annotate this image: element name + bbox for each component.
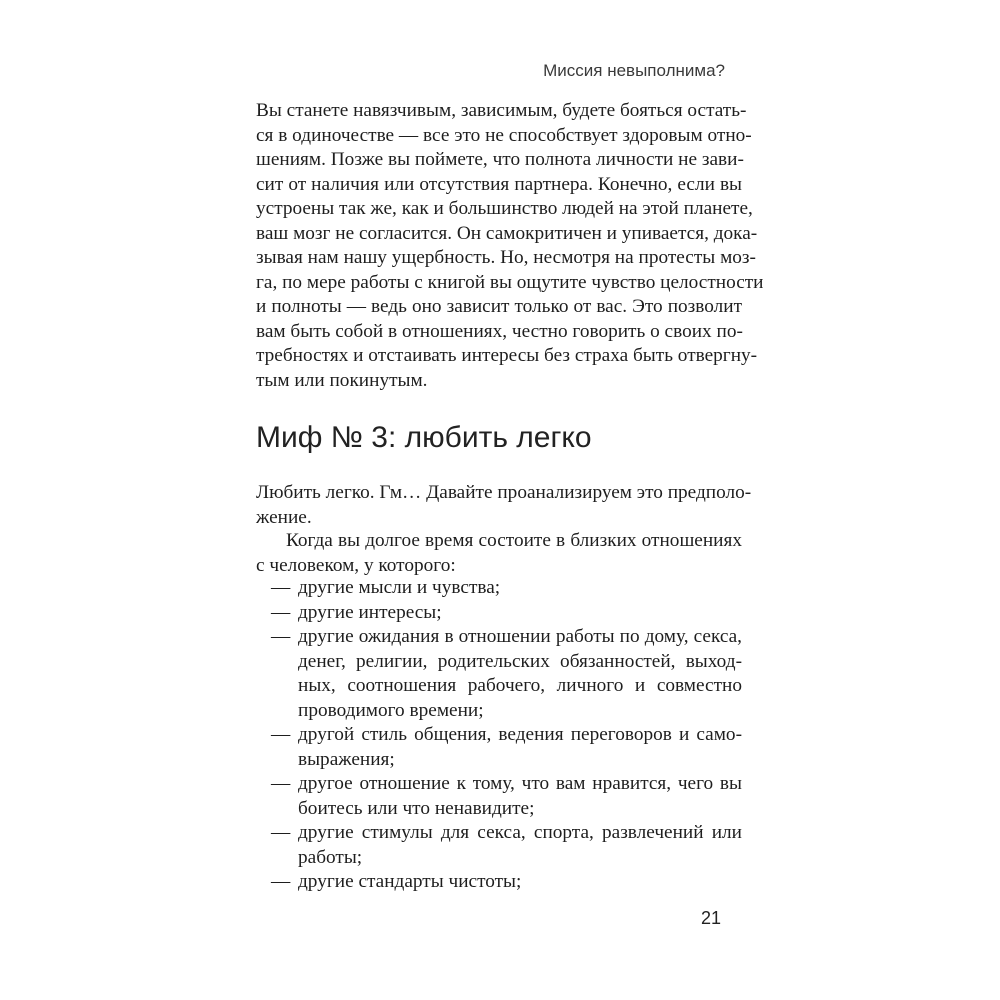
text-line: сит от наличия или отсутствия партнера. Конечно, если вы: [256, 173, 742, 195]
text-line: выражения;: [298, 748, 395, 770]
list-item-text: [298, 576, 742, 601]
list-item: [256, 625, 742, 723]
list-dash: —: [271, 871, 291, 892]
paragraph-3: [256, 529, 742, 578]
text-line: другой стиль общения, ведения переговоров и само-: [298, 724, 742, 745]
text-line: и полноты — ведь оно зависит только от вас. Это позволит: [256, 296, 742, 317]
list-item-text: [298, 723, 742, 772]
paragraph-2-text: [256, 481, 752, 530]
text-line: устроены так же, как и большинство людей на этой планете,: [256, 198, 753, 219]
text-line: вам быть собой в отношениях, честно говорить о своих по-: [256, 320, 743, 342]
text-line: Вы станете навязчивым, зависимым, будете бояться остать-: [256, 100, 747, 121]
paragraph-1: [256, 99, 764, 393]
list-item: [256, 723, 742, 772]
list-dash: —: [271, 822, 291, 843]
list-item: [256, 576, 742, 601]
text-line: ваш мозг не согласится. Он самокритичен и упивается, дока-: [256, 222, 758, 244]
text-line: денег, религии, родительских обязанностей, выход-: [298, 650, 742, 672]
text-line: зывая нам нашу ущербность. Но, несмотря на протесты моз-: [256, 247, 756, 268]
list-item-text: [298, 625, 742, 723]
text-line: другое отношение к тому, что вам нравится, чего вы: [298, 773, 742, 794]
list-dash: —: [271, 577, 291, 598]
paragraph-3-text: [256, 529, 742, 578]
section-heading: Миф № 3: любить легко: [256, 421, 592, 454]
text-line: другие интересы;: [298, 601, 442, 623]
list-item: [256, 601, 742, 626]
list-item-text: [298, 821, 742, 870]
text-line: боитесь или что ненавидите;: [298, 797, 535, 819]
list-item-text: [298, 772, 742, 821]
list-dash: —: [271, 601, 291, 623]
dash-list: [256, 576, 742, 895]
text-line: проводимого времени;: [298, 699, 484, 721]
text-line: га, по мере работы с книгой вы ощутите чувство целостности: [256, 271, 764, 293]
text-line: жение.: [256, 506, 312, 528]
text-line: ся в одиночестве — все это не способствует здоровым отно-: [256, 124, 752, 146]
running-head: Миссия невыполнима?: [543, 61, 725, 80]
text-line: другие мысли и чувства;: [298, 577, 501, 598]
page-number: 21: [700, 908, 721, 928]
text-line: другие стимулы для секса, спорта, развлечений или: [298, 822, 742, 843]
text-line: с человеком, у которого:: [256, 554, 456, 576]
list-item: [256, 772, 742, 821]
text-line: работы;: [298, 846, 363, 868]
list-dash: —: [271, 626, 291, 647]
paragraph-1-text: [256, 99, 764, 393]
text-line: Любить легко. Гм… Давайте проанализируем это предполо-: [256, 482, 752, 503]
list-item: [256, 870, 742, 895]
list-item: [256, 821, 742, 870]
list-dash: —: [271, 773, 291, 794]
text-line: другие ожидания в отношении работы по дому, секса,: [298, 626, 742, 647]
list-item-text: [298, 870, 742, 895]
text-line: ных, соотношения рабочего, личного и совместно: [298, 675, 742, 696]
text-line: тым или покинутым.: [256, 369, 428, 391]
text-line: требностях и отстаивать интересы без страха быть отвергну-: [256, 345, 758, 366]
text-line: другие стандарты чистоты;: [298, 871, 522, 892]
text-line: шениям. Позже вы поймете, что полнота личности не зави-: [256, 149, 744, 170]
paragraph-2: [256, 481, 752, 530]
list-item-text: [298, 601, 742, 626]
text-line: Когда вы долгое время состоите в близких отношениях: [286, 530, 742, 551]
list-dash: —: [271, 724, 291, 745]
